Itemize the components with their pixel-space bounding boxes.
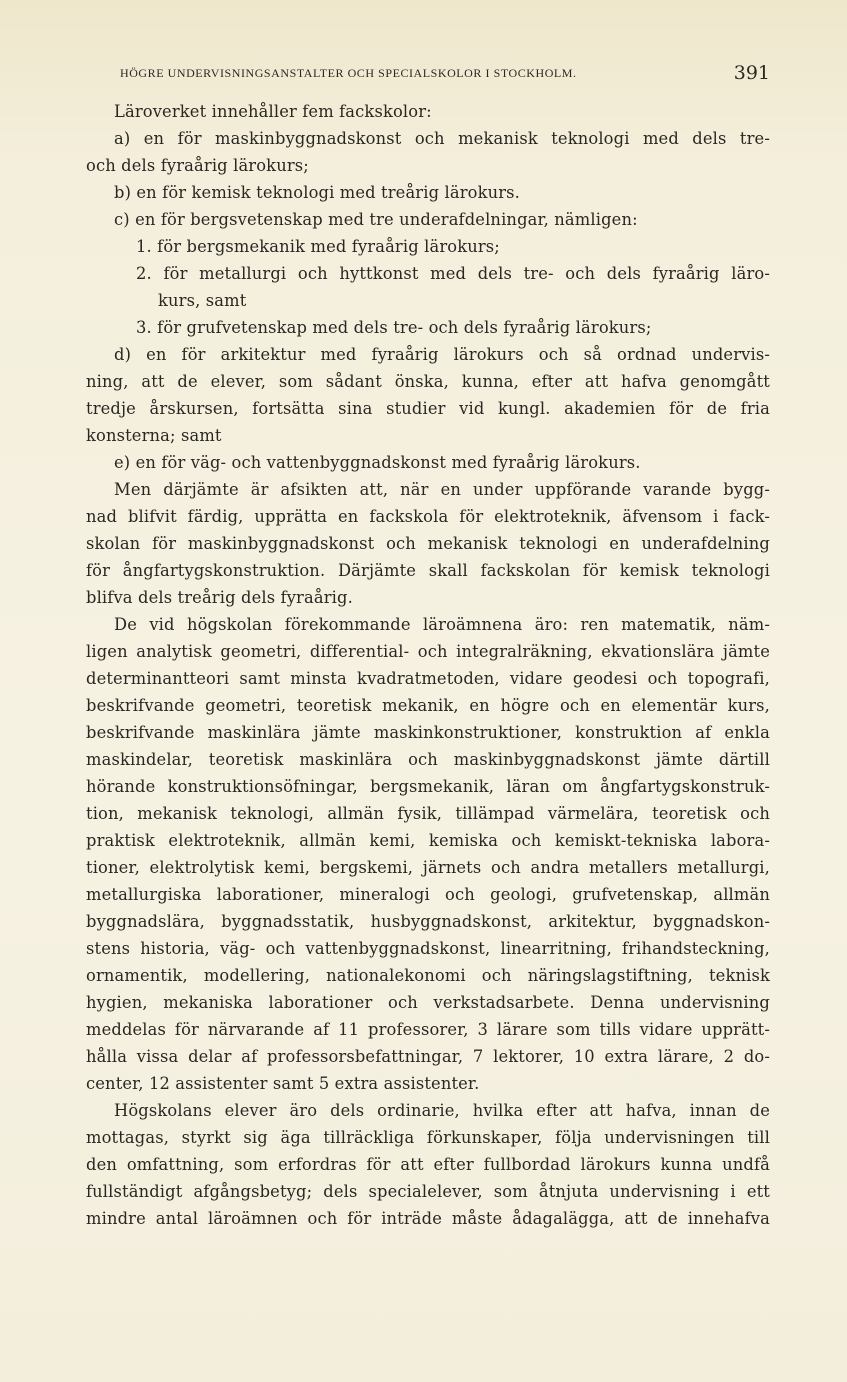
text-line: stens historia, väg- och vattenbyggnadskonst, linearritning, frihandsteckning, [86,939,770,958]
text-line: hygien, mekaniska laborationer och verkstadsarbete. Denna undervisning [86,993,770,1012]
text-line: a) en för maskinbyggnadskonst och mekanisk teknologi med dels tre- [114,129,770,148]
text-line: skolan för maskinbyggnadskonst och mekanisk teknologi en underafdelning [86,534,770,553]
text-line: beskrifvande geometri, teoretisk mekanik, en högre och en elementär kurs, [86,696,770,715]
text-line: mindre antal läroämnen och för inträde måste ådagalägga, att de innehafva [86,1209,770,1228]
text-line: e) en för väg- och vattenbyggnadskonst med fyraårig lärokurs. [114,453,641,472]
text-line: beskrifvande maskinlära jämte maskinkonstruktioner, konstruktion af enkla [86,723,770,742]
text-line: för ångfartygskonstruktion. Därjämte skall fackskolan för kemisk teknologi [86,561,770,580]
running-title: HÖGRE UNDERVISNINGSANSTALTER OCH SPECIALSKOLOR I STOCKHOLM. [120,66,577,80]
running-header [120,62,770,86]
text-line: och dels fyraårig lärokurs; [86,156,309,175]
text-line: ning, att de elever, som sådant önska, kunna, efter att hafva genomgått [86,372,770,391]
text-line: ornamentik, modellering, nationalekonomi och näringslagstiftning, teknisk [86,966,770,985]
text-line: den omfattning, som erfordras för att efter fullbordad lärokurs kunna undfå [86,1155,770,1174]
text-line: praktisk elektroteknik, allmän kemi, kemiska och kemiskt-tekniska labora- [86,831,770,850]
page-number: 391 [733,62,770,84]
text-line: determinantteori samt minsta kvadratmetoden, vidare geodesi och topografi, [86,669,770,688]
text-line: d) en för arkitektur med fyraårig lärokurs och så ordnad undervis- [114,345,770,364]
text-line: 2. för metallurgi och hyttkonst med dels tre- och dels fyraårig läro- [136,264,770,283]
text-line: tioner, elektrolytisk kemi, bergskemi, järnets och andra metallers metallurgi, [86,858,770,877]
text-line: Högskolans elever äro dels ordinarie, hvilka efter att hafva, innan de [114,1101,770,1120]
text-line: center, 12 assistenter samt 5 extra assistenter. [86,1074,480,1093]
text-line: nad blifvit färdig, upprätta en fackskola för elektroteknik, äfvensom i fack- [86,507,770,526]
text-line: kurs, samt [158,291,247,310]
text-line: 3. för grufvetenskap med dels tre- och dels fyraårig lärokurs; [136,318,652,337]
text-line: mottagas, styrkt sig äga tillräckliga förkunskaper, följa undervisningen till [86,1128,770,1147]
text-line: De vid högskolan förekommande läroämnena äro: ren matematik, näm- [114,615,770,634]
text-line: byggnadslära, byggnadsstatik, husbyggnadskonst, arkitektur, byggnadskon- [86,912,770,931]
text-line: hörande konstruktionsöfningar, bergsmekanik, läran om ångfartygskonstruk- [86,777,770,796]
text-line: Men därjämte är afsikten att, när en under uppförande varande bygg- [114,480,770,499]
text-line: maskindelar, teoretisk maskinlära och maskinbyggnadskonst jämte därtill [86,750,770,769]
text-line: blifva dels treårig dels fyraårig. [86,588,353,607]
text-line: b) en för kemisk teknologi med treårig lärokurs. [114,183,521,202]
text-line: ligen analytisk geometri, differential- och integralräkning, ekvationslära jämte [86,642,770,661]
text-line: meddelas för närvarande af 11 professorer, 3 lärare som tills vidare upprätt- [86,1020,770,1039]
text-line: fullständigt afgångsbetyg; dels specialelever, som åtnjuta undervisning i ett [86,1182,770,1201]
text-line: tredje årskursen, fortsätta sina studier vid kungl. akademien för de fria [86,399,770,418]
text-line: 1. för bergsmekanik med fyraårig lärokurs; [136,237,500,256]
text-line: metallurgiska laborationer, mineralogi och geologi, grufvetenskap, allmän [86,885,770,904]
body-text [86,98,770,1232]
text-line: tion, mekanisk teknologi, allmän fysik, tillämpad värmelära, teoretisk och [86,804,770,823]
text-line: c) en för bergsvetenskap med tre underafdelningar, nämligen: [114,210,638,229]
text-line: hålla vissa delar af professorsbefattningar, 7 lektorer, 10 extra lärare, 2 do- [86,1047,770,1066]
text-line: Läroverket innehåller fem fackskolor: [114,102,432,121]
text-line: konsterna; samt [86,426,222,445]
